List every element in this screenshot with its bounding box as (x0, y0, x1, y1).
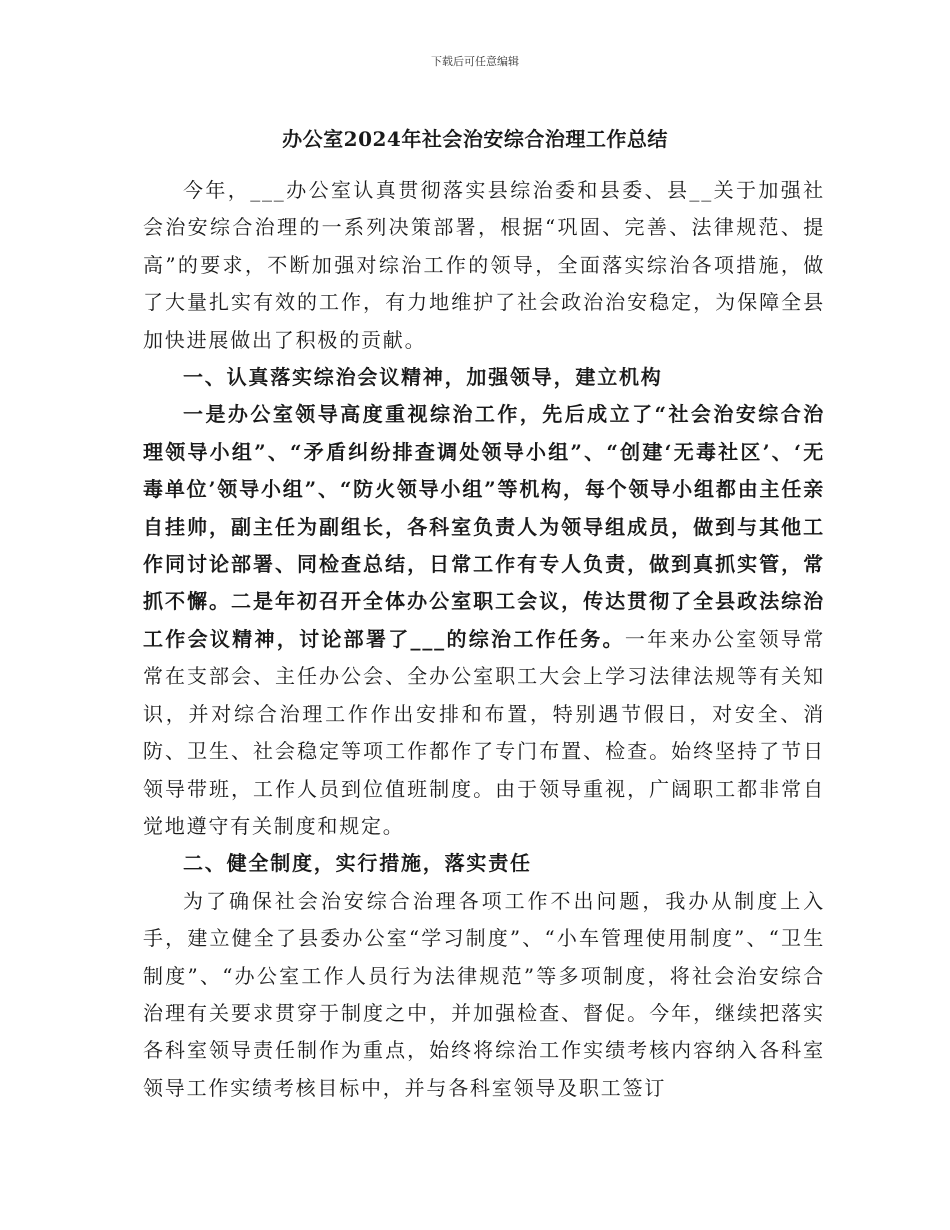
section-heading-1: 一、认真落实综治会议精神，加强领导，建立机构 (183, 365, 663, 390)
section-heading-2: 二、健全制度，实行措施，落实责任 (183, 851, 532, 876)
section-1-normal-text: 一年来办公室领导常常在支部会、主任办公会、全办公室职工大会上学习法律法规等有关知识，并对综合治理工作作出安排和布置，特别遇节假日，对安全、消防、卫生、社会稳定等项工作都作了专门布置、检查。始终坚持了节日领导带班，工作人员到位值班制度。由于领导重视，广阔职工都非常自觉地遵守有关制度和规定。 (143, 626, 825, 838)
page-header-note: 下载后可任意编辑 (431, 55, 519, 68)
section-2-paragraph: 为了确保社会治安综合治理各项工作不出问题，我办从制度上入手，建立健全了县委办公室“学习制度”、“小车管理使用制度”、“卫生制度”、“办公室工作人员行为法律规范”等多项制度，将社会治安综合治理有关要求贯穿于制度之中，并加强检查、督促。今年，继续把落实各科室领导责任制作为重点，始终将综治工作实绩考核内容纳入各科室领导工作实绩考核目标中，并与各科室领导及职工签订 (143, 888, 825, 1100)
intro-paragraph: 今年，___办公室认真贯彻落实县综治委和县委、县__关于加强社会治安综合治理的一系列决策部署，根据“巩固、完善、法律规范、提高”的要求，不断加强对综治工作的领导，全面落实综治各项措施，做了大量扎实有效的工作，有力地维护了社会政治治安稳定，为保障全县加快进展做出了积极的贡献。 (143, 178, 825, 352)
section-1-paragraph (143, 396, 825, 845)
document-title: 办公室2024年社会治安综合治理工作总结 (282, 127, 668, 151)
document-body (143, 172, 825, 1107)
section-1-bold-text: 一是办公室领导高度重视综治工作，先后成立了“社会治安综合治理领导小组”、“矛盾纠纷排查调处领导小组”、“创建‘无毒社区’、‘无毒单位’领导小组”、“防火领导小组”等机构，每个领导小组都由主任亲自挂帅，副主任为副组长，各科室负责人为领导组成员，做到与其他工作同讨论部署、同检查总结，日常工作有专人负责，做到真抓实管，常抓不懈。二是年初召开全体办公室职工会议，传达贯彻了全县政法综治工作会议精神，讨论部署了___的综治工作任务。 (143, 402, 825, 651)
